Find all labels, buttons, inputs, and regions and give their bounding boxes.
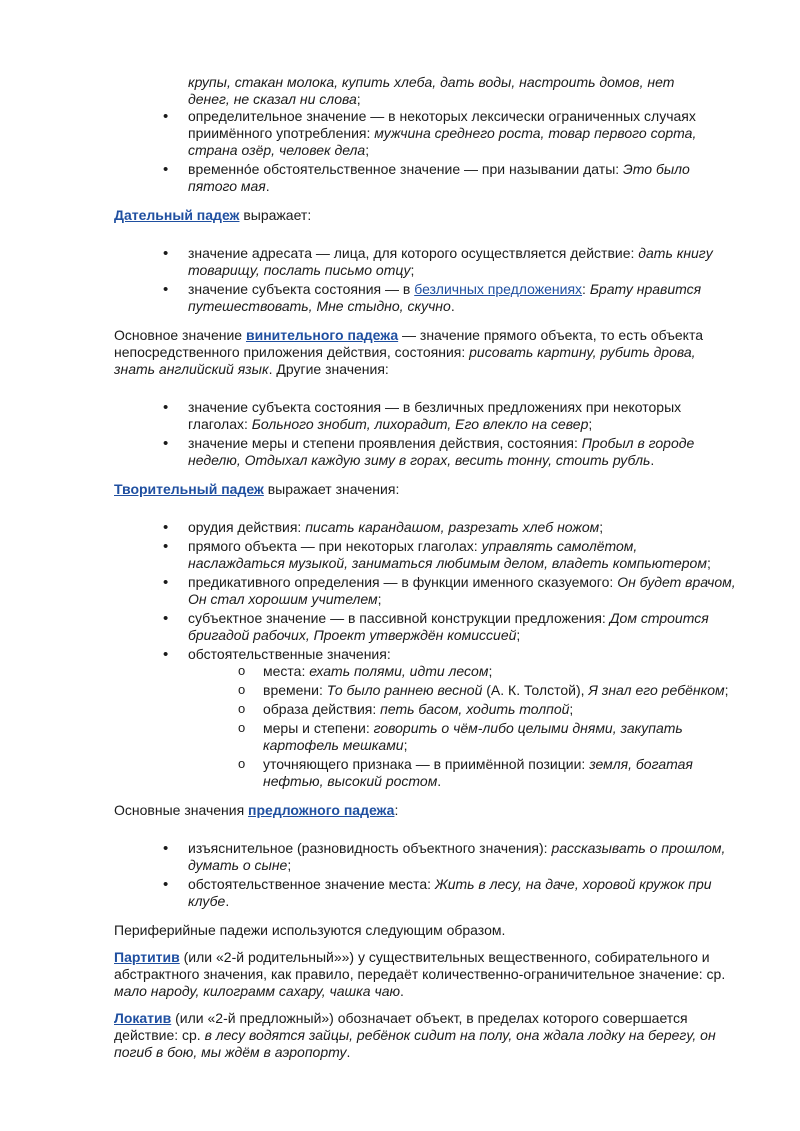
sublist-item: o меры и степени: говорить о чём-либо целыми днями, закупать картофель мешками; <box>263 720 736 754</box>
sublist-item: o образа действия: петь басом, ходить толпой; <box>263 701 736 718</box>
list-item: • значение субъекта состояния — в безличных предложениях: Брату нравится путешествовать, Мне стыдно, скучно. <box>188 281 736 315</box>
list-item: • обстоятельственное значение места: Жить в лесу, на даче, хоровой кружок при клубе. <box>188 876 736 910</box>
accusative-paragraph: Основное значение винительного падежа — значение прямого объекта, то есть объекта непосредственного приложения действия, состояния: рисовать картину, рубить дрова, знать английский язык. Другие значения: <box>114 327 704 377</box>
impersonal-sentences-link[interactable]: безличных предложениях <box>414 281 583 297</box>
instrumental-heading: Творительный падеж выражает значения: <box>114 481 400 497</box>
prepositional-heading: Основные значения предложного падежа: <box>114 802 399 818</box>
sublist-item: o времени: То было раннею весной (А. К. Толстой), Я знал его ребёнком; <box>263 682 736 699</box>
instrumental-case-link[interactable]: Творительный падеж <box>114 481 264 497</box>
list-item: • предикативного определения — в функции именного сказуемого: Он будет врачом, Он стал хорошим учителем; <box>188 574 736 608</box>
accusative-meanings-list <box>114 399 736 469</box>
continued-example-line: крупы, стакан молока, купить хлеба, дать воды, настроить домов, нет <box>188 74 675 90</box>
peripheral-cases-paragraph: Периферийные падежи используются следующим образом. <box>114 922 506 938</box>
sublist-item: o уточняющего признака — в приимённой позиции: земля, богатая нефтью, высокий ростом. <box>263 756 736 790</box>
genitive-meanings-list <box>114 108 736 195</box>
partitive-paragraph: Партитив (или «2-й родительный»») у существительных вещественного, собирательного и абстрактного значения, как правило, передаёт количественно-ограничительное значение: ср. мало народу, килограмм сахару, чашка чаю. <box>114 949 726 999</box>
dative-heading: Дательный падеж выражает: <box>114 207 312 223</box>
circumstantial-sublist <box>188 663 736 790</box>
prepositional-case-link[interactable]: предложного падежа <box>248 802 395 818</box>
prepositional-meanings-list <box>114 840 736 910</box>
locative-link[interactable]: Локатив <box>114 1010 172 1026</box>
list-item: • обстоятельственные значения: o места: ехать полями, идти лесом; o времени: То было раннею весной (А. К. Толстой), Я знал его ребёнком; o образа действия: петь басом, ходить толпой; o меры и степени: говорить о чём-либо целыми днями, закупать картофель мешками; o уточняющего признака — в приимённой позиции: земля, богатая нефтью, высокий ростом. <box>188 646 736 790</box>
list-item: • орудия действия: писать карандашом, разрезать хлеб ножом; <box>188 519 736 536</box>
partitive-link[interactable]: Партитив <box>114 949 180 965</box>
list-item: • значение субъекта состояния — в безличных предложениях при некоторых глаголах: Больного знобит, лихорадит, Его влекло на север; <box>188 399 736 433</box>
dative-meanings-list <box>114 245 736 315</box>
instrumental-meanings-list <box>114 519 736 790</box>
dative-case-link[interactable]: Дательный падеж <box>114 207 240 223</box>
list-item: • значение меры и степени проявления действия, состояния: Пробыл в городе неделю, Отдыхал каждую зиму в горах, весить тонну, стоить рубль. <box>188 435 736 469</box>
accusative-case-link[interactable]: винительного падежа <box>245 327 399 343</box>
locative-paragraph: Локатив (или «2-й предложный») обозначает объект, в пределах которого совершается действие: ср. в лесу водятся зайцы, ребёнок сидит на полу, она ждала лодку на берегу, он погиб в бою, мы ждём в аэропорту. <box>114 1010 716 1060</box>
continued-list-item <box>114 74 736 108</box>
list-item: • субъектное значение — в пассивной конструкции предложения: Дом строится бригадой рабочих, Проект утверждён комиссией; <box>188 610 736 644</box>
list-item: • определительное значение — в некоторых лексически ограниченных случаях приимённого употребления: мужчина среднего роста, товар первого сорта, страна озёр, человек дела; <box>188 108 736 159</box>
continued-example-line: денег, не сказал ни слова; <box>188 91 361 107</box>
list-item: • значение адресата — лица, для которого осуществляется действие: дать книгу товарищу, послать письмо отцу; <box>188 245 736 279</box>
sublist-item: o места: ехать полями, идти лесом; <box>263 663 736 680</box>
list-item: • временно́е обстоятельственное значение — при назывании даты: Это было пятого мая. <box>188 161 736 195</box>
list-item: • изъяснительное (разновидность объектного значения): рассказывать о прошлом, думать о сыне; <box>188 840 736 874</box>
list-item: • прямого объекта — при некоторых глаголах: управлять самолётом, наслаждаться музыкой, заниматься любимым делом, владеть компьютером; <box>188 538 736 572</box>
